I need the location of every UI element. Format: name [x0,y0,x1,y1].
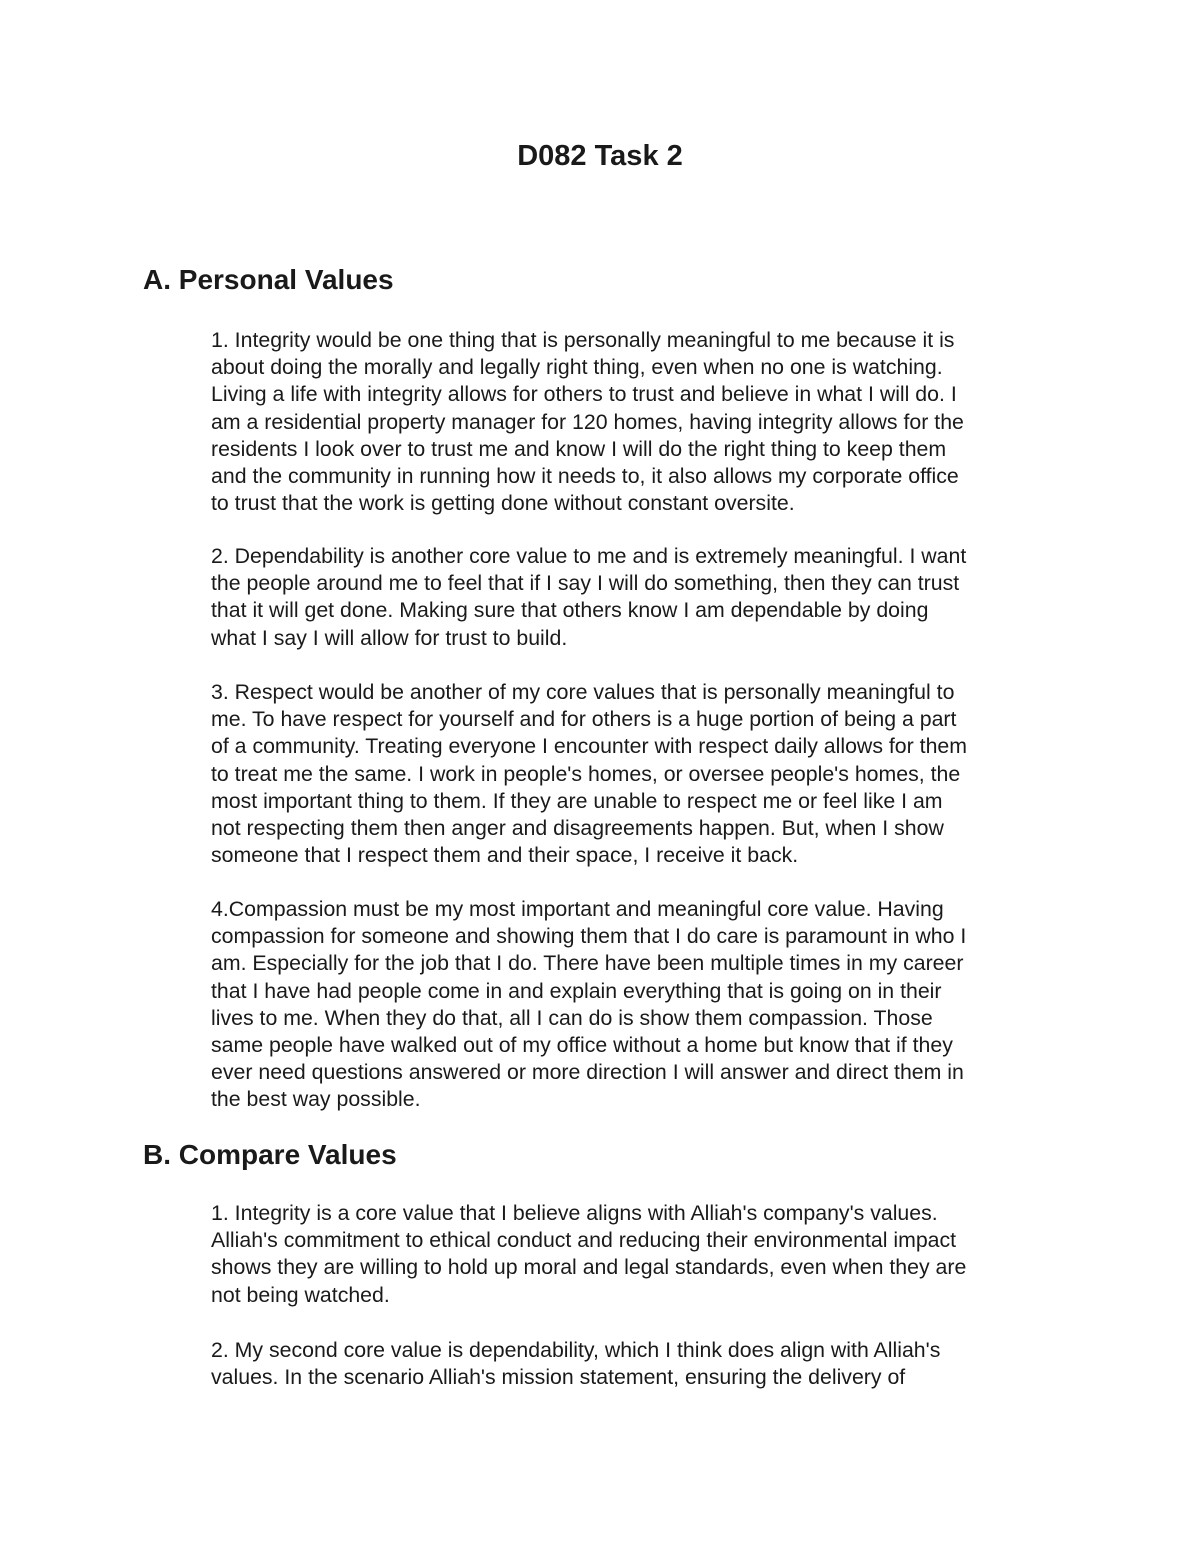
text-line: 4.Compassion must be my most important and meaningful core value. Having [211,897,944,921]
text-line: someone that I respect them and their space, I receive it back. [211,843,799,868]
text-line: not respecting them then anger and disagreements happen. But, when I show [211,816,944,841]
text-line: shows they are willing to hold up moral and legal standards, even when they are [211,1255,967,1280]
paragraph-compassion [211,896,1056,1114]
paragraph-integrity [211,327,1056,517]
text-line: of a community. Treating everyone I encounter with respect daily allows for them [211,734,967,759]
text-line: what I say I will allow for trust to build. [211,625,568,650]
text-line: values. In the scenario Alliah's mission statement, ensuring the delivery of [211,1365,906,1390]
text-line: 1. Integrity is a core value that I believe aligns with Alliah's company's values. [211,1201,938,1225]
paragraph-compare-integrity [211,1200,1056,1309]
text-line: not being watched. [211,1282,390,1307]
text-line: 1. Integrity would be one thing that is personally meaningful to me because it is [211,328,955,352]
text-line: to treat me the same. I work in people's homes, or oversee people's homes, the [211,761,961,786]
text-line: am a residential property manager for 120 homes, having integrity allows for the [211,409,964,434]
text-line: me. To have respect for yourself and for others is a huge portion of being a part [211,707,957,732]
text-line: residents I look over to trust me and know I will do the right thing to keep them [211,436,947,461]
paragraph-dependability [211,543,1056,652]
text-line: Alliah's commitment to ethical conduct and reducing their environmental impact [211,1228,957,1253]
text-line: 2. My second core value is dependability, which I think does align with Alliah's [211,1338,941,1362]
text-line: 2. Dependability is another core value to me and is extremely meaningful. I want [211,544,967,568]
text-line: same people have walked out of my office without a home but know that if they [211,1033,953,1058]
text-line: the best way possible. [211,1087,421,1112]
paragraph-compare-dependability [211,1337,1056,1391]
text-line: the people around me to feel that if I say I will do something, then they can trust [211,571,960,596]
text-line: am. Especially for the job that I do. There have been multiple times in my career [211,951,964,976]
text-line: to trust that the work is getting done without constant oversite. [211,491,795,516]
document-title: D082 Task 2 [517,140,683,172]
text-line: most important thing to them. If they are unable to respect me or feel like I am [211,788,943,813]
text-line: ever need questions answered or more direction I will answer and direct them in [211,1060,964,1085]
paragraph-respect [211,679,1056,869]
text-line: that I have had people come in and explain everything that is going on in their [211,978,942,1003]
section-heading-personal-values: A. Personal Values [143,264,394,295]
text-line: about doing the morally and legally right thing, even when no one is watching. [211,355,943,380]
text-line: that it will get done. Making sure that others know I am dependable by doing [211,598,929,623]
section-heading-compare-values: B. Compare Values [143,1139,397,1170]
text-line: and the community in running how it needs to, it also allows my corporate office [211,464,959,489]
text-line: 3. Respect would be another of my core values that is personally meaningful to [211,680,955,704]
text-line: lives to me. When they do that, all I can do is show them compassion. Those [211,1005,933,1030]
text-line: compassion for someone and showing them that I do care is paramount in who I [211,924,967,949]
text-line: Living a life with integrity allows for others to trust and believe in what I will do. I [211,382,957,407]
